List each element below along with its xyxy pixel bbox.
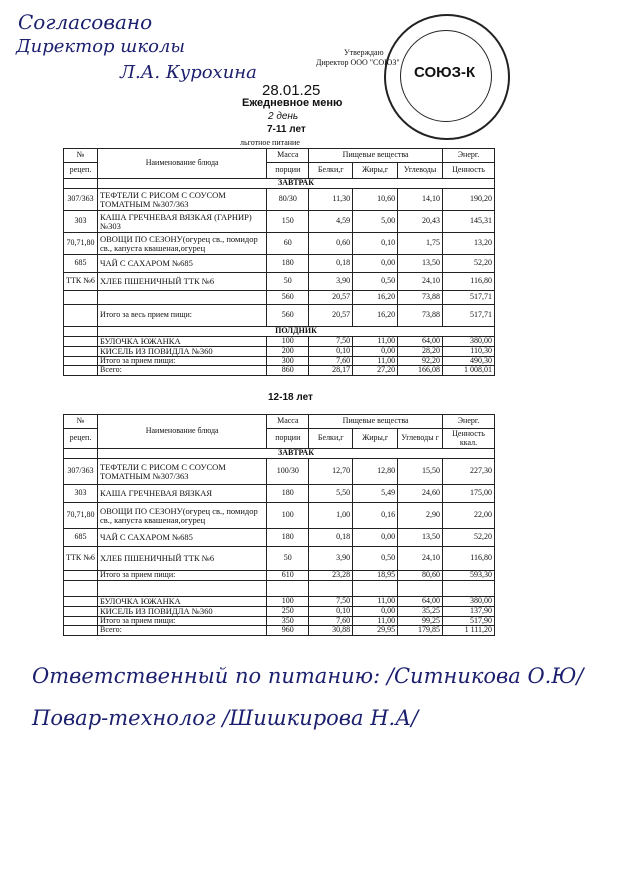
t2-total-fat: 18,95 [353,571,398,581]
t1-lunch-total-protein: 7,60 [309,356,353,365]
col2-nutrients: Пищевые вещества [309,415,443,429]
fat: 12,80 [353,459,398,485]
t2-grand-fat: 29,95 [353,626,398,635]
energy: 116,80 [443,273,495,291]
age-group-1: 7-11 лет [267,124,306,135]
fat: 0,00 [353,255,398,273]
portion-mass: 180 [267,485,309,503]
approval-signature: Л.А. Курохина [120,62,257,83]
t2-lunch-total-label: Итого за прием пищи: [97,616,266,625]
fat: 0,16 [353,503,398,529]
col-portion: порции [267,163,309,179]
protein: 0,18 [309,255,353,273]
t1-grand-protein: 28,17 [309,366,353,375]
dish-name: ХЛЕБ ПШЕНИЧНЫЙ ТТК №6 [97,273,266,291]
t1-sub-carbs: 73,88 [398,291,443,305]
t1-sub-fat: 16,20 [353,291,398,305]
col2-dish: Наименование блюда [97,415,266,449]
t2-total-energy: 593,30 [443,571,495,581]
recipe-no: ТТК №6 [64,547,98,571]
energy: 22,00 [443,503,495,529]
energy: 110,30 [443,346,495,356]
t1-grand-mass: 860 [267,366,309,375]
dish-name: ТЕФТЕЛИ С РИСОМ С СОУСОМ ТОМАТНЫМ №307/363 [97,189,266,211]
fat: 10,60 [353,189,398,211]
carbs: 28,20 [398,346,443,356]
col-dish: Наименование блюда [97,149,266,179]
t2-total-carbs: 80,60 [398,571,443,581]
menu-row [64,606,495,616]
subsidy-note: льготное питание [240,138,300,147]
portion-mass: 100 [267,337,309,347]
col2-energy-value: Ценность ккал. [443,429,495,449]
col-energy: Энерг. [443,149,495,163]
chef-line: Повар-технолог /Шишкирова Н.А/ [32,706,419,730]
recipe-no: 685 [64,529,98,547]
dish-name: ЧАЙ С САХАРОМ №685 [97,255,266,273]
recipe-no: ТТК №6 [64,273,98,291]
recipe-no: 303 [64,485,98,503]
t1-lunch-total-fat: 11,00 [353,356,398,365]
recipe-no [64,606,98,616]
carbs: 1,75 [398,233,443,255]
approval-line-2: Директор школы [16,36,186,57]
col-protein: Белки,г [309,163,353,179]
company-stamp [384,14,510,140]
portion-mass: 180 [267,255,309,273]
t1-total-label: Итого за весь прием пищи: [97,305,266,327]
energy: 227,30 [443,459,495,485]
menu-table-7-11 [63,148,495,376]
carbs: 64,00 [398,597,443,607]
energy: 52,20 [443,529,495,547]
col2-carbs: Углеводы г [398,429,443,449]
col2-portion: порции [267,429,309,449]
col2-mass: Масса [267,415,309,429]
recipe-no: 70,71,80 [64,503,98,529]
fat: 11,00 [353,337,398,347]
recipe-no: 303 [64,211,98,233]
menu-row [64,211,495,233]
energy: 13,20 [443,233,495,255]
col-recipe: рецеп. [64,163,98,179]
t1-grand-energy: 1 008,01 [443,366,495,375]
col-no: № [64,149,98,163]
protein: 0,10 [309,346,353,356]
t2-grand-mass: 960 [267,626,309,635]
menu-row [64,255,495,273]
energy: 190,20 [443,189,495,211]
carbs: 24,10 [398,273,443,291]
dish-name: КАША ГРЕЧНЕВАЯ ВЯЗКАЯ [97,485,266,503]
t1-total-mass: 560 [267,305,309,327]
protein: 7,50 [309,337,353,347]
protein: 5,50 [309,485,353,503]
fat: 0,00 [353,529,398,547]
carbs: 64,00 [398,337,443,347]
carbs: 2,90 [398,503,443,529]
energy: 52,20 [443,255,495,273]
t1-sub-mass: 560 [267,291,309,305]
section-lunch: ПОЛДНИК [97,327,494,337]
fat: 5,00 [353,211,398,233]
t1-total-fat: 16,20 [353,305,398,327]
col2-no: № [64,415,98,429]
dish-name: ТЕФТЕЛИ С РИСОМ С СОУСОМ ТОМАТНЫМ №307/363 [97,459,266,485]
carbs: 35,25 [398,606,443,616]
menu-row [64,529,495,547]
portion-mass: 100 [267,597,309,607]
recipe-no [64,337,98,347]
col2-fat: Жиры,г [353,429,398,449]
approval-line-1: Согласовано [18,10,153,34]
fat: 0,50 [353,273,398,291]
t1-sub-protein: 20,57 [309,291,353,305]
section-breakfast: ЗАВТРАК [97,179,494,189]
t2-lunch-total-carbs: 99,25 [398,616,443,625]
menu-title: Ежедневное меню [242,97,343,109]
t1-grand-total-row [64,366,495,375]
protein: 3,90 [309,547,353,571]
col2-energy: Энерг. [443,415,495,429]
age-group-2: 12-18 лет [268,392,313,403]
menu-table-12-18 [63,414,495,636]
carbs: 13,50 [398,529,443,547]
carbs: 13,50 [398,255,443,273]
t1-breakfast-rows [64,189,495,291]
recipe-no: 307/363 [64,189,98,211]
t1-grand-carbs: 166,08 [398,366,443,375]
fat: 11,00 [353,597,398,607]
t1-lunch-rows [64,337,495,357]
carbs: 24,10 [398,547,443,571]
dish-name: КИСЕЛЬ ИЗ ПОВИДЛА №360 [97,346,266,356]
protein: 0,18 [309,529,353,547]
t2-lunch-total-protein: 7,60 [309,616,353,625]
fat: 5,49 [353,485,398,503]
protein: 0,60 [309,233,353,255]
energy: 145,31 [443,211,495,233]
energy: 137,90 [443,606,495,616]
approve-director: Директор ООО "СОЮЗ" [316,58,400,67]
t1-lunch-total-carbs: 92,20 [398,356,443,365]
protein: 0,10 [309,606,353,616]
menu-row [64,597,495,607]
portion-mass: 250 [267,606,309,616]
portion-mass: 50 [267,547,309,571]
col-nutrients: Пищевые вещества [309,149,443,163]
fat: 0,50 [353,547,398,571]
t1-lunch-total-energy: 490,30 [443,356,495,365]
fat: 0,00 [353,346,398,356]
section2-breakfast: ЗАВТРАК [97,449,494,459]
dish-name: БУЛОЧКА ЮЖАНКА [97,337,266,347]
responsible-line: Ответственный по питанию: /Ситникова О.Ю/ [32,664,584,688]
dish-name: ХЛЕБ ПШЕНИЧНЫЙ ТТК №6 [97,547,266,571]
t1-sub-energy: 517,71 [443,291,495,305]
menu-row [64,346,495,356]
menu-row [64,189,495,211]
portion-mass: 100 [267,503,309,529]
menu-row [64,459,495,485]
recipe-no [64,597,98,607]
t1-subtotal-row [64,291,495,305]
menu-row [64,503,495,529]
col-carbs: Углеводы [398,163,443,179]
dish-name: ОВОЩИ ПО СЕЗОНУ(огурец св., помидор св., капуста квашеная,огурец [97,503,266,529]
t2-lunch-total-fat: 11,00 [353,616,398,625]
t1-grand-label: Всего: [97,366,266,375]
protein: 7,50 [309,597,353,607]
t2-lunch-total-mass: 350 [267,616,309,625]
t2-grand-protein: 30,88 [309,626,353,635]
approve-label: Утверждаю [344,48,384,57]
recipe-no: 685 [64,255,98,273]
col-energy-value: Ценность [443,163,495,179]
t1-lunch-total-mass: 300 [267,356,309,365]
dish-name: БУЛОЧКА ЮЖАНКА [97,597,266,607]
t1-grand-fat: 27,20 [353,366,398,375]
t2-grand-label: Всего: [97,626,266,635]
recipe-no [64,346,98,356]
energy: 380,00 [443,337,495,347]
dish-name: КАША ГРЕЧНЕВАЯ ВЯЗКАЯ (ГАРНИР) №303 [97,211,266,233]
t2-breakfast-rows [64,459,495,571]
carbs: 15,50 [398,459,443,485]
energy: 116,80 [443,547,495,571]
t2-total-mass: 610 [267,571,309,581]
portion-mass: 80/30 [267,189,309,211]
t2-lunch-rows [64,597,495,617]
t2-lunch-total-energy: 517,90 [443,616,495,625]
protein: 4,59 [309,211,353,233]
t2-total-breakfast-row [64,571,495,581]
t2-grand-total-row [64,626,495,635]
col2-recipe: рецеп. [64,429,98,449]
t1-total-carbs: 73,88 [398,305,443,327]
protein: 12,70 [309,459,353,485]
portion-mass: 60 [267,233,309,255]
menu-row [64,337,495,347]
protein: 11,30 [309,189,353,211]
col-fat: Жиры,г [353,163,398,179]
dish-name: КИСЕЛЬ ИЗ ПОВИДЛА №360 [97,606,266,616]
portion-mass: 50 [267,273,309,291]
carbs: 20,43 [398,211,443,233]
t1-total-energy: 517,71 [443,305,495,327]
t2-grand-carbs: 179,85 [398,626,443,635]
carbs: 24,60 [398,485,443,503]
protein: 1,00 [309,503,353,529]
menu-row [64,547,495,571]
portion-mass: 200 [267,346,309,356]
menu-row [64,273,495,291]
col-mass: Масса [267,149,309,163]
energy: 175,00 [443,485,495,503]
fat: 0,10 [353,233,398,255]
portion-mass: 150 [267,211,309,233]
portion-mass: 180 [267,529,309,547]
menu-row [64,485,495,503]
menu-date: 28.01.25 [262,82,321,99]
carbs: 14,10 [398,189,443,211]
t2-total-protein: 23,28 [309,571,353,581]
col2-protein: Белки,г [309,429,353,449]
recipe-no: 307/363 [64,459,98,485]
energy: 380,00 [443,597,495,607]
menu-day: 2 день [268,111,299,122]
menu-row [64,233,495,255]
dish-name: ЧАЙ С САХАРОМ №685 [97,529,266,547]
stamp-text: СОЮЗ-К [414,64,476,81]
dish-name: ОВОЩИ ПО СЕЗОНУ(огурец св., помидор св., капуста квашеная,огурец [97,233,266,255]
t1-total-protein: 20,57 [309,305,353,327]
t1-total-breakfast-row [64,305,495,327]
fat: 0,00 [353,606,398,616]
recipe-no: 70,71,80 [64,233,98,255]
t2-grand-energy: 1 111,20 [443,626,495,635]
t1-lunch-total-label: Итого за прием пищи: [97,356,266,365]
protein: 3,90 [309,273,353,291]
portion-mass: 100/30 [267,459,309,485]
t2-total-label: Итого за прием пищи: [97,571,266,581]
